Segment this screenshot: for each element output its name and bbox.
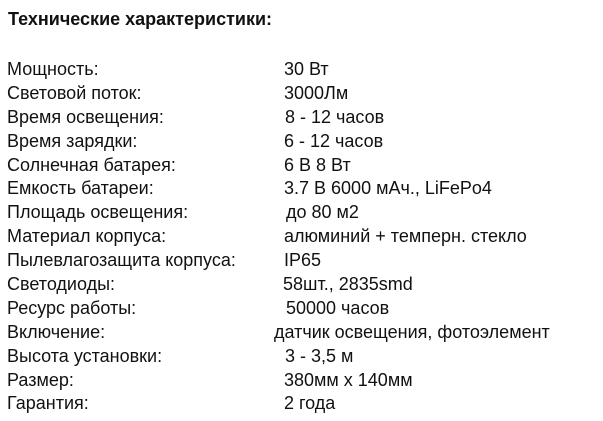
spec-row-ingress-protection (7, 248, 597, 272)
spec-label: Световой поток: (7, 82, 142, 103)
spec-label: Гарантия: (7, 393, 89, 414)
spec-value: 380мм х 140мм (284, 369, 413, 390)
spec-list (7, 57, 597, 415)
spec-value: датчик освещения, фотоэлемент (274, 321, 550, 342)
spec-row-activation (7, 320, 597, 344)
spec-label: Емкость батареи: (7, 178, 154, 199)
spec-label: Солнечная батарея: (7, 154, 176, 175)
spec-row-housing-material (7, 224, 597, 248)
spec-value: 58шт., 2835smd (283, 274, 413, 295)
spec-label: Размер: (7, 369, 74, 390)
spec-value: 3.7 В 6000 мАч., LiFePo4 (284, 178, 492, 199)
spec-row-lighting-area (7, 200, 597, 224)
spec-row-leds (7, 272, 597, 296)
spec-label: Ресурс работы: (7, 297, 137, 318)
spec-row-lighting-time (7, 105, 597, 129)
spec-label: Время зарядки: (7, 130, 138, 151)
spec-sheet-title: Технические характеристики: (8, 9, 273, 29)
spec-row-size (7, 368, 597, 392)
spec-value: 50000 часов (286, 297, 390, 318)
spec-value: 8 - 12 часов (285, 106, 385, 127)
spec-row-mounting-height (7, 344, 597, 368)
spec-label: Включение: (7, 321, 106, 342)
spec-label: Площадь освещения: (7, 202, 189, 223)
spec-row-charging-time (7, 129, 597, 153)
spec-row-battery-capacity (7, 176, 597, 200)
spec-row-warranty (7, 391, 597, 415)
spec-label: Высота установки: (7, 345, 163, 366)
spec-label: Пылевлагозащита корпуса: (7, 250, 236, 271)
spec-value: 6 - 12 часов (284, 130, 384, 151)
spec-row-luminous-flux (7, 81, 597, 105)
spec-value: 3 - 3,5 м (285, 345, 354, 366)
spec-value: 30 Вт (284, 59, 329, 79)
spec-label: Материал корпуса: (7, 226, 167, 247)
spec-label: Время освещения: (7, 106, 164, 127)
spec-value: 2 года (284, 393, 336, 414)
spec-row-solar-panel (7, 153, 597, 177)
spec-label: Мощность: (7, 59, 99, 79)
spec-value: алюминий + темперн. стекло (284, 226, 527, 247)
spec-label: Светодиоды: (7, 274, 116, 295)
spec-value: IP65 (284, 250, 322, 271)
spec-value: 3000Лм (284, 82, 349, 103)
spec-value: 6 В 8 Вт (284, 154, 351, 175)
spec-value: до 80 м2 (286, 202, 359, 223)
spec-row-power (7, 57, 597, 81)
spec-row-service-life (7, 296, 597, 320)
